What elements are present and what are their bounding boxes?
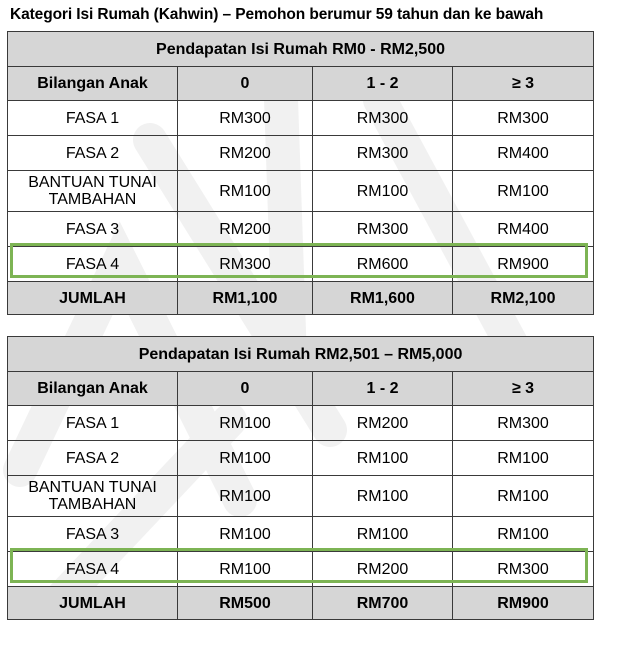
total-cell: RM1,100 (178, 282, 313, 315)
amount-cell: RM100 (178, 517, 313, 552)
amount-cell: RM100 (313, 441, 453, 476)
table-row (8, 171, 594, 212)
amount-cell: RM100 (453, 441, 594, 476)
amount-cell: RM300 (313, 212, 453, 247)
amount-cell: RM300 (178, 247, 313, 282)
total-cell: RM2,100 (453, 282, 594, 315)
row-label: FASA 1 (8, 101, 178, 136)
amount-cell: RM100 (178, 441, 313, 476)
table-row (8, 101, 594, 136)
table-row (8, 136, 594, 171)
row-label: FASA 3 (8, 212, 178, 247)
total-row (8, 587, 594, 620)
amount-cell: RM300 (313, 136, 453, 171)
amount-cell: RM600 (313, 247, 453, 282)
table-row-highlighted (8, 552, 594, 587)
table-row (8, 476, 594, 517)
amount-cell: RM300 (313, 101, 453, 136)
row-label: FASA 2 (8, 441, 178, 476)
amount-cell: RM400 (453, 136, 594, 171)
amount-cell: RM200 (313, 552, 453, 587)
amount-cell: RM100 (178, 552, 313, 587)
amount-cell: RM100 (453, 517, 594, 552)
table-row (8, 441, 594, 476)
row-label: FASA 3 (8, 517, 178, 552)
amount-cell: RM100 (178, 406, 313, 441)
column-header-0-children: 0 (178, 372, 313, 406)
total-cell: RM500 (178, 587, 313, 620)
row-label: FASA 2 (8, 136, 178, 171)
row-label: BANTUAN TUNAI TAMBAHAN (8, 171, 178, 212)
amount-cell: RM100 (313, 476, 453, 517)
row-label: FASA 1 (8, 406, 178, 441)
column-header-0-children: 0 (178, 67, 313, 101)
total-row (8, 282, 594, 315)
row-label: FASA 4 (8, 247, 178, 282)
table-row (8, 212, 594, 247)
amount-cell: RM300 (453, 406, 594, 441)
amount-cell: RM200 (313, 406, 453, 441)
column-header-1-2-children: 1 - 2 (313, 67, 453, 101)
page-title: Kategori Isi Rumah (Kahwin) – Pemohon berumur 59 tahun dan ke bawah (10, 6, 544, 23)
amount-cell: RM300 (178, 101, 313, 136)
table-title: Pendapatan Isi Rumah RM2,501 – RM5,000 (8, 337, 594, 372)
total-cell: RM900 (453, 587, 594, 620)
amount-cell: RM900 (453, 247, 594, 282)
amount-cell: RM400 (453, 212, 594, 247)
amount-cell: RM200 (178, 212, 313, 247)
amount-cell: RM100 (178, 171, 313, 212)
column-header-3plus-children: ≥ 3 (453, 372, 594, 406)
table-row-highlighted (8, 247, 594, 282)
amount-cell: RM100 (313, 517, 453, 552)
row-label: BANTUAN TUNAI TAMBAHAN (8, 476, 178, 517)
total-cell: RM700 (313, 587, 453, 620)
total-label: JUMLAH (8, 282, 178, 315)
amount-cell: RM200 (178, 136, 313, 171)
column-header-bilangan-anak: Bilangan Anak (8, 67, 178, 101)
row-label: FASA 4 (8, 552, 178, 587)
amount-cell: RM100 (453, 171, 594, 212)
income-table-rm0-rm2500 (7, 31, 594, 315)
amount-cell: RM100 (453, 476, 594, 517)
table-title: Pendapatan Isi Rumah RM0 - RM2,500 (8, 32, 594, 67)
amount-cell: RM100 (313, 171, 453, 212)
amount-cell: RM100 (178, 476, 313, 517)
total-cell: RM1,600 (313, 282, 453, 315)
amount-cell: RM300 (453, 552, 594, 587)
total-label: JUMLAH (8, 587, 178, 620)
column-header-bilangan-anak: Bilangan Anak (8, 372, 178, 406)
column-header-1-2-children: 1 - 2 (313, 372, 453, 406)
column-header-3plus-children: ≥ 3 (453, 67, 594, 101)
table-row (8, 517, 594, 552)
income-table-rm2501-rm5000 (7, 336, 594, 620)
table-row (8, 406, 594, 441)
amount-cell: RM300 (453, 101, 594, 136)
